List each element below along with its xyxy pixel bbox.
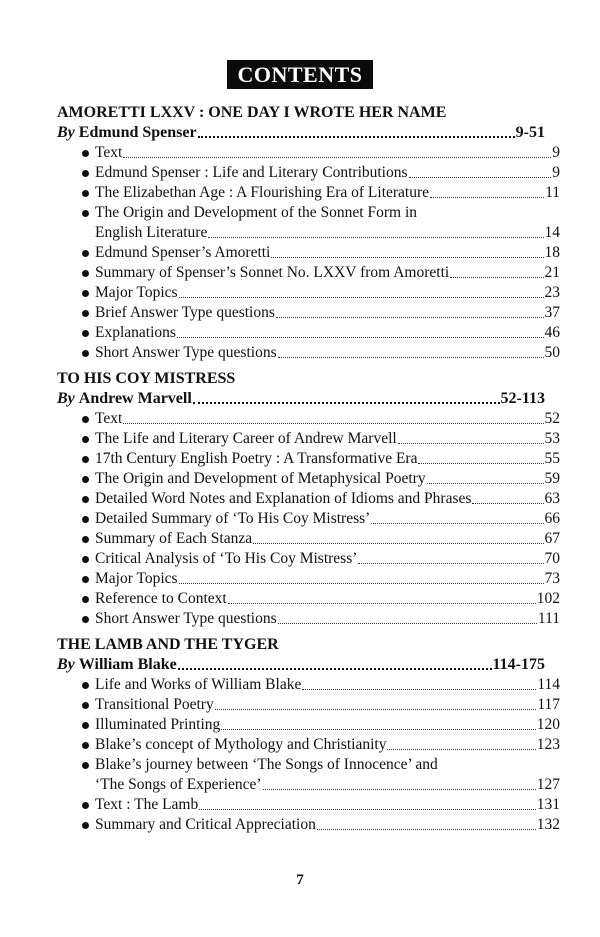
section-title: AMORETTI LXXV : ONE DAY I WROTE HER NAME (57, 104, 447, 121)
entry-label: Edmund Spenser’s Amoretti (95, 244, 271, 261)
leader-dots (215, 709, 537, 710)
entry-page: 9 (552, 144, 560, 161)
bullet-icon (82, 210, 89, 217)
entry-label: Brief Answer Type questions (95, 304, 275, 321)
contents-list (57, 103, 560, 835)
author-name: William Blake (78, 656, 177, 673)
entry-page: 114 (537, 676, 560, 693)
leader-dots (302, 689, 536, 690)
leader-dots (198, 136, 515, 138)
leader-dots (358, 563, 543, 564)
toc-entry[interactable] (57, 449, 560, 469)
entry-label: Blake’s concept of Mythology and Christianity (95, 736, 387, 753)
bullet-icon (82, 556, 89, 563)
bullet-icon (82, 536, 89, 543)
bullet-icon (82, 822, 89, 829)
entry-label: Major Topics (95, 570, 178, 587)
toc-entry[interactable] (57, 795, 560, 815)
leader-dots (409, 177, 552, 178)
leader-dots (430, 197, 544, 198)
bullet-icon (82, 616, 89, 623)
entry-page: 50 (544, 344, 560, 361)
leader-dots (193, 402, 500, 404)
toc-entry[interactable] (57, 429, 560, 449)
leader-dots (228, 603, 536, 604)
entry-label: The Origin and Development of Metaphysical Poetry (95, 470, 426, 487)
toc-entry[interactable] (57, 183, 560, 203)
entry-label: 17th Century English Poetry : A Transformative Era (95, 450, 418, 467)
toc-entry[interactable] (57, 263, 560, 283)
toc-entry[interactable] (57, 509, 560, 529)
leader-dots (199, 809, 536, 810)
leader-dots (278, 357, 544, 358)
entry-label: Text (95, 410, 123, 427)
toc-entry[interactable] (57, 323, 560, 343)
entry-page: 102 (536, 590, 560, 607)
leader-dots (387, 749, 535, 750)
bullet-icon (82, 290, 89, 297)
section-title: THE LAMB AND THE TYGER (57, 636, 279, 653)
entry-label: Detailed Word Notes and Explanation of Idioms and Phrases (95, 490, 472, 507)
toc-entry[interactable] (57, 735, 560, 755)
leader-dots (123, 157, 551, 158)
entry-page: 123 (536, 736, 560, 753)
entry-label: The Elizabethan Age : A Flourishing Era of Literature (95, 184, 430, 201)
toc-entry[interactable] (57, 489, 560, 509)
leader-dots (178, 668, 492, 670)
entry-page: 66 (544, 510, 560, 527)
entry-label: Critical Analysis of ‘To His Coy Mistress’ (95, 550, 358, 567)
bullet-icon (82, 270, 89, 277)
bullet-icon (82, 682, 89, 689)
bullet-icon (82, 742, 89, 749)
entry-page: 37 (544, 304, 560, 321)
leader-dots (472, 503, 543, 504)
toc-entry[interactable] (57, 343, 560, 363)
bullet-icon (82, 170, 89, 177)
entry-page: 18 (544, 244, 560, 261)
leader-dots (450, 277, 543, 278)
toc-entry[interactable] (57, 775, 560, 795)
bullet-icon (82, 516, 89, 523)
toc-entry[interactable] (57, 549, 560, 569)
entry-label: Short Answer Type questions (95, 344, 277, 361)
entry-page: 70 (544, 550, 560, 567)
author-row[interactable] (57, 655, 545, 675)
entry-page: 59 (544, 470, 560, 487)
toc-entry[interactable] (57, 815, 560, 835)
entry-label: Summary of Spenser’s Sonnet No. LXXV from Amoretti (95, 264, 450, 281)
bullet-icon (82, 310, 89, 317)
section-page-range: 52-113 (500, 390, 545, 407)
bullet-icon (82, 596, 89, 603)
leader-dots (418, 463, 543, 464)
entry-page: 23 (544, 284, 560, 301)
leader-dots (398, 443, 544, 444)
entry-label: Life and Works of William Blake (95, 676, 302, 693)
entry-label: Summary of Each Stanza (95, 530, 253, 547)
toc-entry[interactable] (57, 695, 560, 715)
entry-page: 63 (544, 490, 560, 507)
entry-label-line1: Blake’s journey between ‘The Songs of Innocence’ and (95, 756, 438, 773)
leader-dots (278, 623, 537, 624)
entry-page: 9 (552, 164, 560, 181)
bullet-icon (82, 802, 89, 809)
toc-entry[interactable] (57, 409, 560, 429)
leader-dots (179, 297, 544, 298)
entry-page: 55 (544, 450, 560, 467)
contents-title: CONTENTS (227, 60, 372, 89)
toc-entry-line[interactable] (57, 203, 545, 223)
entry-page: 111 (537, 610, 560, 627)
entry-page: 131 (536, 796, 560, 813)
bullet-icon (82, 476, 89, 483)
leader-dots (208, 237, 543, 238)
bullet-icon (82, 416, 89, 423)
entry-label: Reference to Context (95, 590, 227, 607)
entry-label: English Literature (95, 224, 208, 241)
entry-label: ‘The Songs of Experience’ (95, 776, 262, 793)
bullet-icon (82, 722, 89, 729)
section-page-range: 9-51 (515, 124, 545, 141)
entry-page: 132 (536, 816, 560, 833)
toc-entry[interactable] (57, 569, 560, 589)
author-row[interactable] (57, 123, 545, 143)
entry-label: Text : The Lamb (95, 796, 199, 813)
page-number: 7 (296, 872, 304, 888)
title-wrap (0, 60, 600, 89)
leader-dots (276, 317, 544, 318)
section-title: TO HIS COY MISTRESS (57, 370, 236, 387)
leader-dots (427, 483, 544, 484)
leader-dots (317, 829, 536, 830)
leader-dots (221, 729, 535, 730)
entry-page: 120 (536, 716, 560, 733)
entry-page: 67 (544, 530, 560, 547)
entry-page: 11 (545, 184, 560, 201)
entry-page: 46 (544, 324, 560, 341)
leader-dots (123, 423, 543, 424)
entry-label: Edmund Spenser : Life and Literary Contributions (95, 164, 408, 181)
section-page-range: 114-175 (492, 656, 545, 673)
toc-entry[interactable] (57, 675, 560, 695)
entry-page: 21 (544, 264, 560, 281)
leader-dots (371, 523, 543, 524)
bullet-icon (82, 702, 89, 709)
entry-page: 53 (544, 430, 560, 447)
entry-label: Illuminated Printing (95, 716, 221, 733)
entry-label: The Life and Literary Career of Andrew Marvell (95, 430, 397, 447)
toc-entry[interactable] (57, 715, 560, 735)
entry-page: 14 (544, 224, 560, 241)
entry-page: 73 (544, 570, 560, 587)
entry-label: Summary and Critical Appreciation (95, 816, 316, 833)
entry-label: Major Topics (95, 284, 178, 301)
author-name: Andrew Marvell (78, 390, 192, 407)
entry-label-line1: The Origin and Development of the Sonnet Form in (95, 204, 417, 221)
bullet-icon (82, 330, 89, 337)
entry-page: 117 (537, 696, 560, 713)
leader-dots (263, 789, 536, 790)
entry-label: Explanations (95, 324, 176, 341)
toc-entry[interactable] (57, 143, 560, 163)
author-row[interactable] (57, 389, 545, 409)
toc-entry[interactable] (57, 589, 560, 609)
toc-entry[interactable] (57, 163, 560, 183)
entry-label: Short Answer Type questions (95, 610, 277, 627)
toc-entry[interactable] (57, 609, 560, 629)
leader-dots (271, 257, 543, 258)
entry-label: Detailed Summary of ‘To His Coy Mistress’ (95, 510, 371, 527)
bullet-icon (82, 496, 89, 503)
bullet-icon (82, 436, 89, 443)
toc-entry[interactable] (57, 223, 560, 243)
entry-label: Transitional Poetry (95, 696, 214, 713)
bullet-icon (82, 456, 89, 463)
bullet-icon (82, 350, 89, 357)
leader-dots (253, 543, 543, 544)
bullet-icon (82, 250, 89, 257)
toc-entry[interactable] (57, 529, 560, 549)
toc-entry[interactable] (57, 469, 560, 489)
toc-entry-line[interactable] (57, 755, 545, 775)
toc-entry[interactable] (57, 243, 560, 263)
entry-label: Text (95, 144, 123, 161)
bullet-icon (82, 190, 89, 197)
bullet-icon (82, 576, 89, 583)
entry-page: 127 (536, 776, 560, 793)
toc-entry[interactable] (57, 303, 560, 323)
by-label: By (57, 390, 75, 407)
leader-dots (177, 337, 544, 338)
bullet-icon (82, 150, 89, 157)
by-label: By (57, 124, 75, 141)
bullet-icon (82, 762, 89, 769)
toc-entry[interactable] (57, 283, 560, 303)
entry-page: 52 (544, 410, 560, 427)
author-name: Edmund Spenser (78, 124, 197, 141)
leader-dots (179, 583, 544, 584)
by-label: By (57, 656, 75, 673)
